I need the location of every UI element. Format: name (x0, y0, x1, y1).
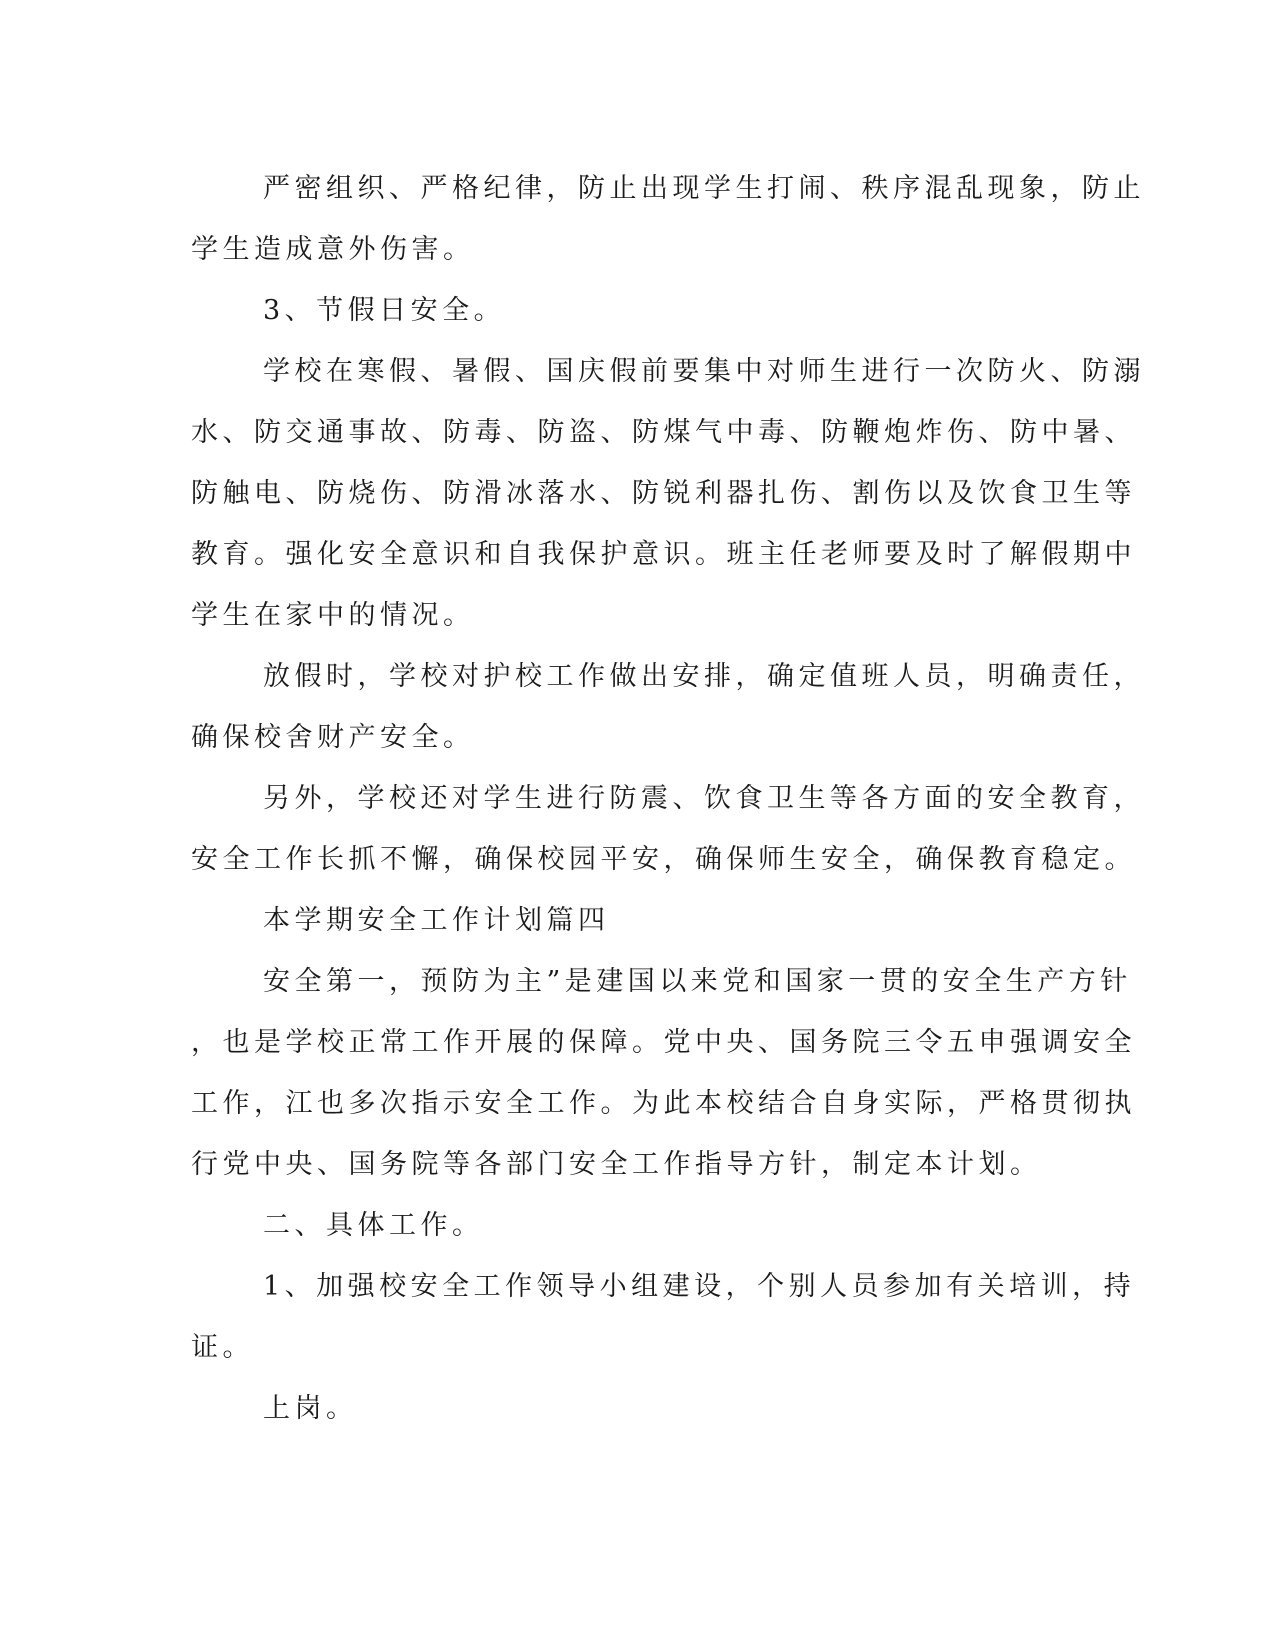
section-heading: 3、节假日安全。 (263, 295, 506, 326)
text-line: 行党中央、国务院等各部门安全工作指导方针，制定本计划。 (191, 1149, 1042, 1180)
text-line: 1、加强校安全工作领导小组建设，个别人员参加有关培训，持 (263, 1271, 1136, 1302)
text-line: 学校在寒假、暑假、国庆假前要集中对师生进行一次防火、防溺 (263, 356, 1145, 387)
text-line: 教育。强化安全意识和自我保护意识。班主任老师要及时了解假期中 (191, 539, 1136, 570)
section-heading: 二、具体工作。 (263, 1210, 484, 1241)
text-line: 安全第一，预防为主”是建国以来党和国家一贯的安全生产方针 (263, 966, 1132, 997)
text-line: 证。 (191, 1332, 254, 1363)
text-line: ，也是学校正常工作开展的保障。党中央、国务院三令五申强调安全 (191, 1027, 1136, 1058)
text-line: 上岗。 (263, 1393, 358, 1424)
section-title: 本学期安全工作计划篇四 (263, 905, 610, 936)
text-line: 放假时，学校对护校工作做出安排，确定值班人员，明确责任， (263, 661, 1145, 692)
text-line: 确保校舍财产安全。 (191, 722, 475, 753)
text-line: 水、防交通事故、防毒、防盗、防煤气中毒、防鞭炮炸伤、防中暑、 (191, 417, 1136, 448)
text-line: 安全工作长抓不懈，确保校园平安，确保师生安全，确保教育稳定。 (191, 844, 1136, 875)
text-line: 严密组织、严格纪律，防止出现学生打闹、秩序混乱现象，防止 (263, 173, 1145, 204)
text-line: 防触电、防烧伤、防滑冰落水、防锐利器扎伤、割伤以及饮食卫生等 (191, 478, 1136, 509)
text-line: 另外，学校还对学生进行防震、饮食卫生等各方面的安全教育， (263, 783, 1145, 814)
text-line: 学生造成意外伤害。 (191, 234, 475, 265)
text-line: 学生在家中的情况。 (191, 600, 475, 631)
text-line: 工作，江也多次指示安全工作。为此本校结合自身实际，严格贯彻执 (191, 1088, 1136, 1119)
document-body (191, 158, 1145, 1439)
